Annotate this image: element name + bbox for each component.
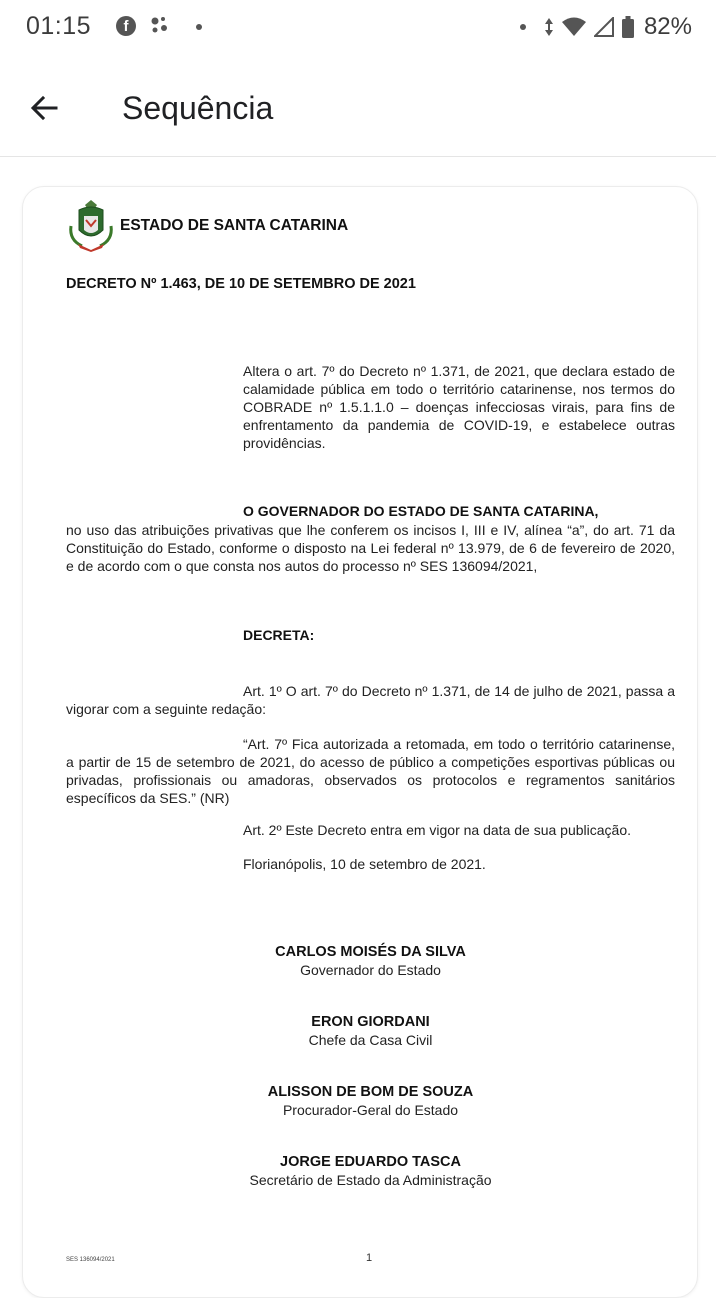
status-time: 01:15	[26, 12, 92, 40]
signatory-role: Secretário de Estado da Administração	[249, 1172, 492, 1188]
state-name: ESTADO DE SANTA CATARINA	[120, 217, 349, 234]
signatory-role: Chefe da Casa Civil	[308, 1032, 433, 1048]
app-bar	[0, 56, 716, 157]
status-right-group	[520, 12, 692, 42]
page-title: Sequência	[122, 90, 274, 126]
battery-percentage: 82%	[643, 13, 692, 40]
signature-block	[66, 1013, 675, 1049]
signature-block	[66, 1083, 675, 1119]
data-arrows-icon	[544, 17, 554, 37]
signatory-role: Governador do Estado	[300, 962, 441, 978]
signatory-role: Procurador-Geral do Estado	[282, 1102, 459, 1118]
decree-title: DECRETO Nº 1.463, DE 10 DE SETEMBRO DE 2021	[66, 276, 416, 292]
dot-icon	[196, 24, 202, 30]
decree-summary: Altera o art. 7º do Decreto nº 1.371, de 2021, que declara estado de calamidade pública em todo o território catarinense, nos termos do COBRADE nº 1.5.1.1.0 – doenças infecciosas virais, para fins de enfrentamento da pandemia de COVID-19, e estabelece outras providências.	[243, 363, 675, 451]
signature-block	[66, 1153, 675, 1189]
article-2: Art. 2º Este Decreto entra em vigor na data de sua publicação.	[243, 822, 631, 838]
arrow-left-icon	[22, 86, 66, 130]
governor-heading: O GOVERNADOR DO ESTADO DE SANTA CATARINA,	[243, 503, 599, 519]
page-number: 1	[366, 1252, 373, 1264]
signature-block	[66, 943, 675, 979]
back-button[interactable]	[22, 86, 66, 130]
signatory-name: ERON GIORDANI	[311, 1014, 430, 1030]
facebook-icon: f	[116, 16, 136, 36]
coat-of-arms-icon	[66, 196, 116, 252]
article-7-quote: “Art. 7º Fica autorizada a retomada, em todo o território catarinense, a partir de 15 de setembro de 2021, do acesso de público a competições esportivas públicas ou privadas, profissionais ou amadoras, observados os protocolos e regramentos sanitários específicos da SES.” (NR)	[66, 736, 675, 806]
battery-icon	[622, 16, 634, 38]
signatory-name: CARLOS MOISÉS DA SILVA	[275, 944, 466, 960]
notification-dots-icon	[150, 14, 176, 38]
place-date: Florianópolis, 10 de setembro de 2021.	[243, 856, 486, 872]
footer-reference: SES 136094/2021	[66, 1257, 115, 1263]
governor-preamble: no uso das atribuições privativas que lhe conferem os incisos I, III e IV, alínea “a”, do art. 71 da Constituição do Estado, conforme o disposto na Lei federal nº 13.979, de 6 de fevereiro de 2020, e de acordo com o que consta nos autos do processo nº SES 136094/2021,	[66, 522, 675, 574]
article-1: Art. 1º O art. 7º do Decreto nº 1.371, de 14 de julho de 2021, passa a vigorar com a seguinte redação:	[66, 683, 675, 717]
cell-signal-icon	[594, 17, 614, 37]
wifi-icon	[562, 17, 586, 37]
decreta-heading: DECRETA:	[243, 627, 315, 643]
status-bar	[0, 0, 716, 56]
signatory-name: ALISSON DE BOM DE SOUZA	[267, 1084, 474, 1100]
signatory-name: JORGE EDUARDO TASCA	[280, 1154, 461, 1170]
dot-icon	[520, 24, 526, 30]
